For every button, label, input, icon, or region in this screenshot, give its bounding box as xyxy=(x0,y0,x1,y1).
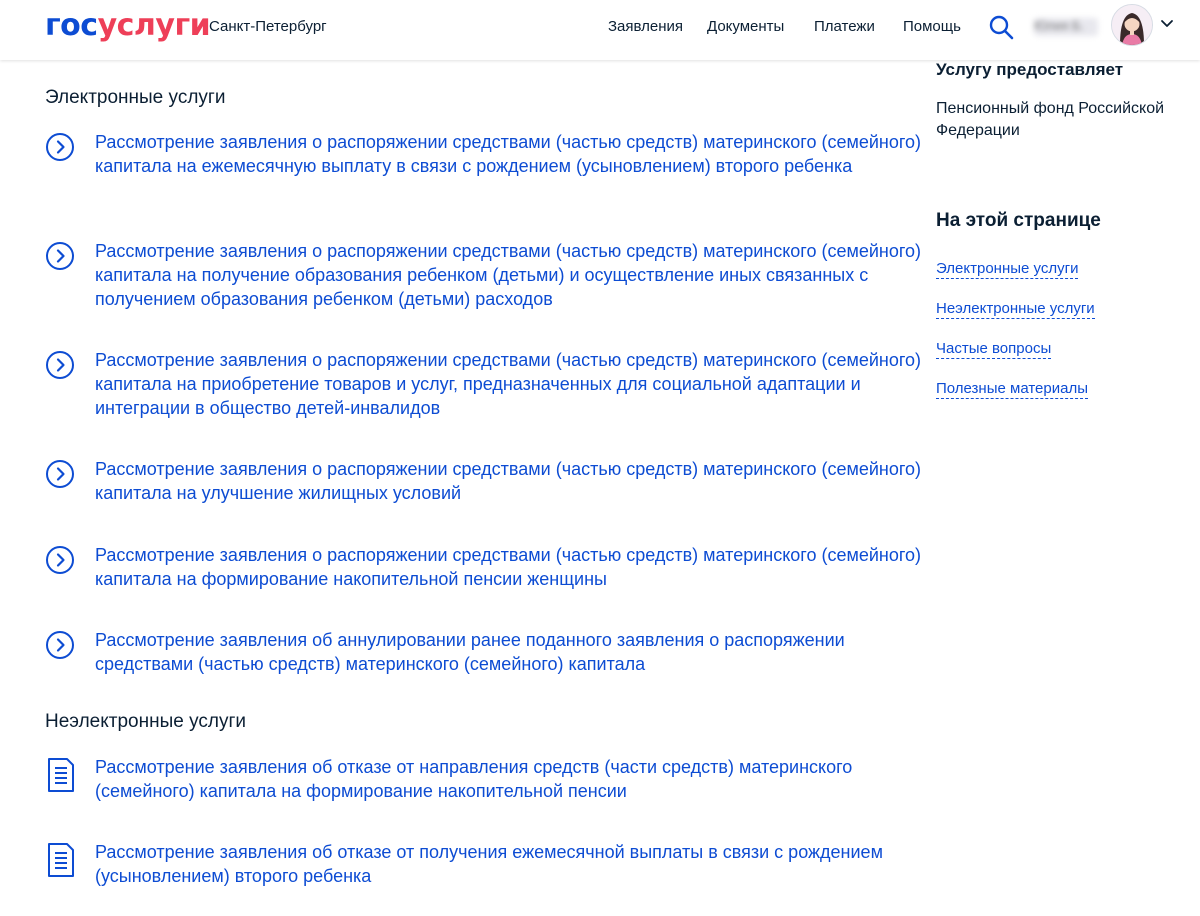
service-link[interactable]: Рассмотрение заявления о распоряжении средствами (частью средств) материнского (семейного) капитала на получение образования ребенком (детьми) и осуществление иных связанных с получением образования ребенком (детьми) расходов xyxy=(95,241,922,309)
on-this-page-title: На этой странице xyxy=(936,210,1101,231)
arrow-right-circle-icon xyxy=(45,459,75,489)
logo-part-gos: гос xyxy=(45,8,98,43)
electronic-services-heading: Электронные услуги xyxy=(45,87,226,108)
document-icon xyxy=(47,842,75,878)
anchor-faq[interactable]: Частые вопросы xyxy=(936,340,1052,357)
nonelectronic-services-heading: Неэлектронные услуги xyxy=(45,711,246,732)
arrow-right-circle-icon xyxy=(45,241,75,271)
avatar[interactable] xyxy=(1111,4,1153,46)
provider-name: Пенсионный фонд Российской Федерации xyxy=(936,100,1165,139)
top-header xyxy=(0,0,1200,60)
user-name[interactable]: Юлия Б. xyxy=(1034,18,1098,36)
nav-documents[interactable]: Документы xyxy=(707,18,785,35)
service-link[interactable]: Рассмотрение заявления о распоряжении средствами (частью средств) материнского (семейного) капитала на ежемесячную выплату в связи с рождением (усыновлением) второго ребенка xyxy=(95,132,922,176)
nav-payments[interactable]: Платежи xyxy=(814,18,875,35)
arrow-right-circle-icon xyxy=(45,132,75,162)
gosuslugi-logo[interactable] xyxy=(45,8,210,44)
city-selector[interactable]: Санкт-Петербург xyxy=(209,18,327,35)
anchor-nonelectronic-services[interactable]: Неэлектронные услуги xyxy=(936,300,1095,317)
arrow-right-circle-icon xyxy=(45,350,75,380)
anchor-useful-materials[interactable]: Полезные материалы xyxy=(936,380,1088,397)
service-link[interactable]: Рассмотрение заявления об отказе от направления средств (части средств) материнского (семейного) капитала на формирование накопительной пенсии xyxy=(95,757,853,801)
service-link[interactable]: Рассмотрение заявления о распоряжении средствами (частью средств) материнского (семейного) капитала на формирование накопительной пенсии женщины xyxy=(95,545,922,589)
service-link[interactable]: Рассмотрение заявления о распоряжении средствами (частью средств) материнского (семейного) капитала на приобретение товаров и услуг, предназначенных для социальной адаптации и интеграции в общество детей-инвалидов xyxy=(95,350,922,418)
nav-applications[interactable]: Заявления xyxy=(608,18,684,35)
logo-part-uslugi: услуги xyxy=(97,8,211,43)
chevron-down-icon[interactable] xyxy=(1160,17,1174,31)
provider-heading: Услугу предоставляет xyxy=(936,60,1124,79)
service-link[interactable]: Рассмотрение заявления о распоряжении средствами (частью средств) материнского (семейного) капитала на улучшение жилищных условий xyxy=(95,459,922,503)
anchor-electronic-services[interactable]: Электронные услуги xyxy=(936,260,1079,277)
document-icon xyxy=(47,757,75,793)
service-link[interactable]: Рассмотрение заявления об аннулировании ранее поданного заявления о распоряжении средствами (частью средств) материнского (семейного) капитала xyxy=(95,630,845,674)
arrow-right-circle-icon xyxy=(45,630,75,660)
search-icon[interactable] xyxy=(988,14,1014,40)
arrow-right-circle-icon xyxy=(45,545,75,575)
service-link[interactable]: Рассмотрение заявления об отказе от получения ежемесячной выплаты в связи с рождением (усыновлением) второго ребенка xyxy=(95,842,883,886)
nav-help[interactable]: Помощь xyxy=(903,18,961,35)
